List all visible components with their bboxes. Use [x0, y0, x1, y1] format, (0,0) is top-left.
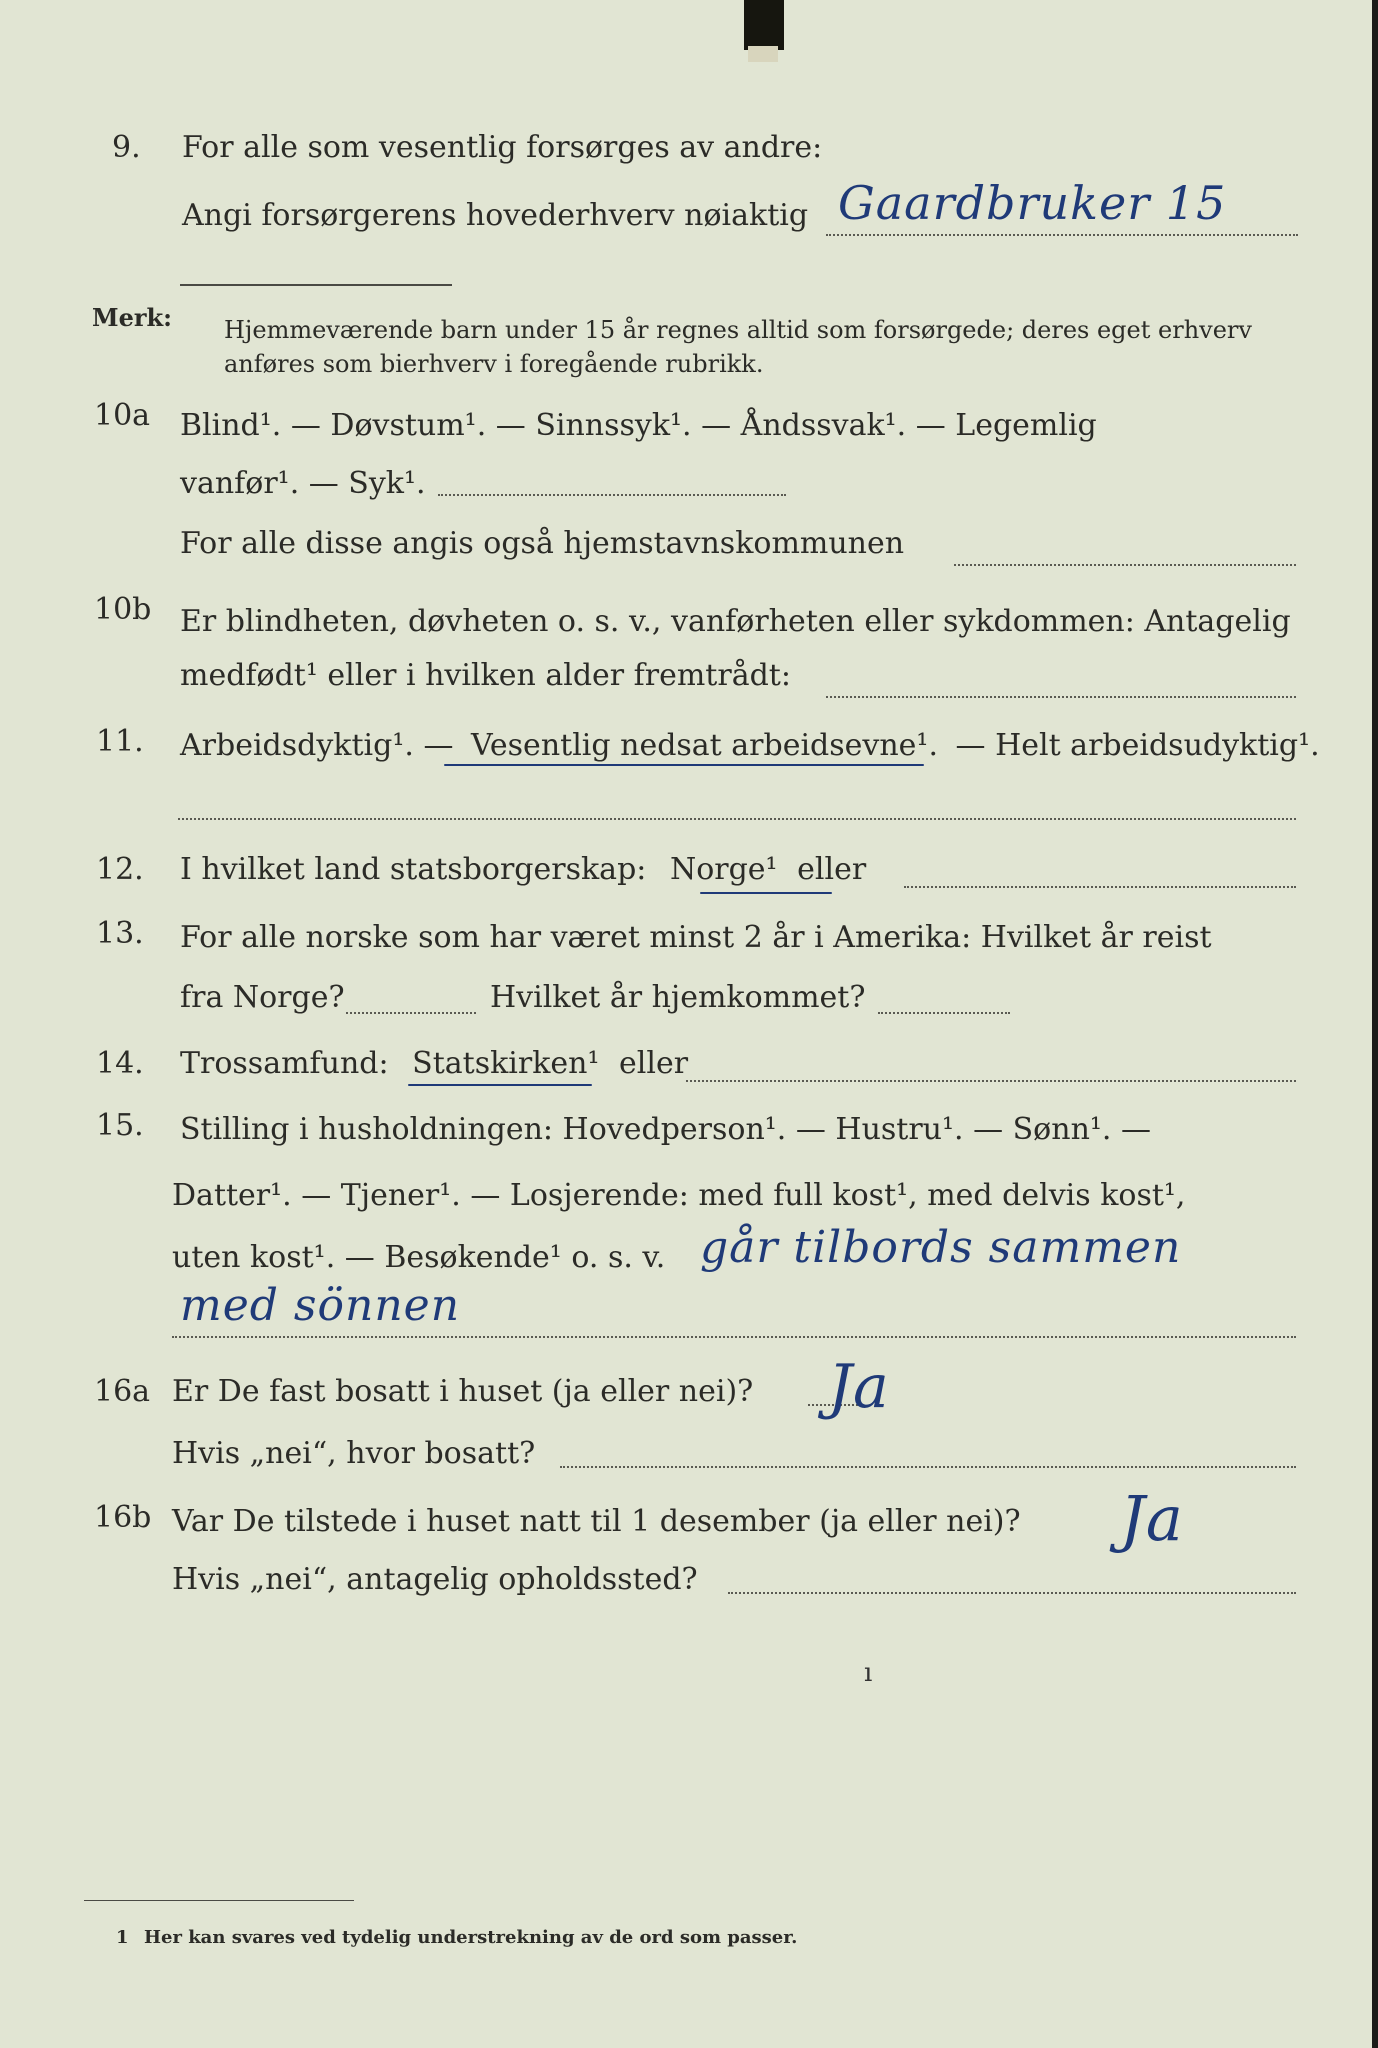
q13-hjemkommet-line	[878, 1012, 1010, 1014]
q11-part2-underlined[interactable]: Vesentlig nedsat arbeidsevne¹.	[471, 728, 938, 763]
binding-tab-paper	[748, 46, 778, 62]
q10b-line2: medfødt¹ eller i hvilken alder fremtrådt:	[180, 658, 791, 693]
q14-part3: eller	[619, 1046, 689, 1081]
q9-line1: For alle som vesentlig forsørges av andre:	[182, 130, 823, 165]
q9-number: 9.	[112, 130, 141, 165]
q9-handwritten-answer[interactable]: Gaardbruker 15	[838, 176, 1227, 230]
q12-answer-line	[904, 886, 1296, 888]
q13-line1: For alle norske som har været minst 2 år i Amerika: Hvilket år reist	[180, 920, 1212, 955]
merk-line1: Hjemmeværende barn under 15 år regnes alltid som forsørgede; deres eget erhverv	[224, 316, 1252, 344]
q16a-bosatt-line	[560, 1466, 1296, 1468]
q16b-opholdssted-line	[728, 1592, 1296, 1594]
q12-number: 12.	[96, 852, 144, 887]
q10b-line1: Er blindheten, døvheten o. s. v., vanførheten eller sykdommen: Antagelig	[180, 604, 1291, 639]
q11-part1: Arbeidsdyktig¹. —	[180, 728, 454, 763]
q13-number: 13.	[96, 916, 144, 951]
q9-line2: Angi forsørgerens hovederhverv nøiaktig	[182, 198, 809, 233]
q14-part1: Trossamfund:	[180, 1046, 389, 1081]
q16a-line1: Er De fast bosatt i huset (ja eller nei)?	[172, 1374, 754, 1409]
footnote-separator	[84, 1900, 354, 1901]
merk-line2: anføres som bierhverv i foregående rubrikk.	[224, 350, 764, 378]
q10a-line2: vanfør¹. — Syk¹.	[180, 466, 426, 501]
q15-line3: uten kost¹. — Besøkende¹ o. s. v.	[172, 1240, 666, 1275]
q16b-line2: Hvis „nei“, antagelig opholdssted?	[172, 1562, 698, 1597]
q12-part1: I hvilket land statsborgerskap:	[180, 852, 647, 887]
q16a-line2: Hvis „nei“, hvor bosatt?	[172, 1436, 536, 1471]
q9-answer-line	[826, 234, 1298, 236]
pencil-mark: ı	[864, 1658, 873, 1688]
q10a-line3: For alle disse angis også hjemstavnskommunen	[180, 526, 905, 561]
q11-handwritten-underline	[444, 764, 924, 766]
q16b-line1: Var De tilstede i huset natt til 1 desember (ja eller nei)?	[172, 1504, 1021, 1539]
q16b-number: 16b	[94, 1500, 152, 1535]
q9-separator	[180, 284, 452, 286]
binding-tab	[744, 0, 784, 50]
q15-line1: Stilling i husholdningen: Hovedperson¹. — Hustru¹. — Sønn¹. —	[180, 1112, 1151, 1147]
q14-number: 14.	[96, 1046, 144, 1081]
q16a-number: 16a	[94, 1374, 151, 1409]
q15-answer-line	[172, 1336, 1296, 1338]
q15-handwritten-answer-line1[interactable]: går tilbords sammen	[700, 1222, 1182, 1273]
q10a-kommune-line	[954, 564, 1296, 566]
q10b-line	[826, 696, 1296, 698]
merk-label: Merk:	[92, 303, 172, 332]
q14-part2-underlined[interactable]: Statskirken¹	[412, 1046, 600, 1081]
q10b-number: 10b	[94, 592, 152, 627]
q16a-handwritten-answer[interactable]: Ja	[828, 1352, 890, 1422]
q12-part3: eller	[797, 852, 867, 887]
q14-line	[180, 1046, 688, 1082]
q13-reist-line	[346, 1012, 476, 1014]
q10a-line1: Blind¹. — Døvstum¹. — Sinnssyk¹. — Åndssvak¹. — Legemlig	[180, 408, 1097, 443]
q10a-syk-line	[438, 494, 786, 496]
q10a-number: 10a	[94, 398, 151, 433]
q15-line2: Datter¹. — Tjener¹. — Losjerende: med full kost¹, med delvis kost¹,	[172, 1178, 1186, 1213]
q13-line2a: fra Norge?	[180, 980, 345, 1015]
q12-handwritten-underline	[700, 892, 832, 894]
q11-part3: — Helt arbeidsudyktig¹.	[955, 728, 1320, 763]
q12-part2-underlined[interactable]: Norge¹	[669, 852, 778, 887]
footnote-text: Her kan svares ved tydelig understrekning av de ord som passer.	[144, 1927, 798, 1948]
q15-number: 15.	[96, 1108, 144, 1143]
q13-line2b: Hvilket år hjemkommet?	[490, 980, 866, 1015]
q11-answer-line	[178, 818, 1296, 820]
q16b-handwritten-answer[interactable]: Ja	[1120, 1482, 1184, 1555]
footnote-mark: 1	[116, 1927, 129, 1948]
q14-answer-line	[686, 1080, 1296, 1082]
q14-handwritten-underline	[408, 1084, 592, 1086]
q15-handwritten-answer-line2[interactable]: med sönnen	[180, 1280, 461, 1331]
q11-number: 11.	[96, 724, 144, 759]
q12-line	[180, 852, 866, 888]
q11-line	[180, 728, 1320, 764]
